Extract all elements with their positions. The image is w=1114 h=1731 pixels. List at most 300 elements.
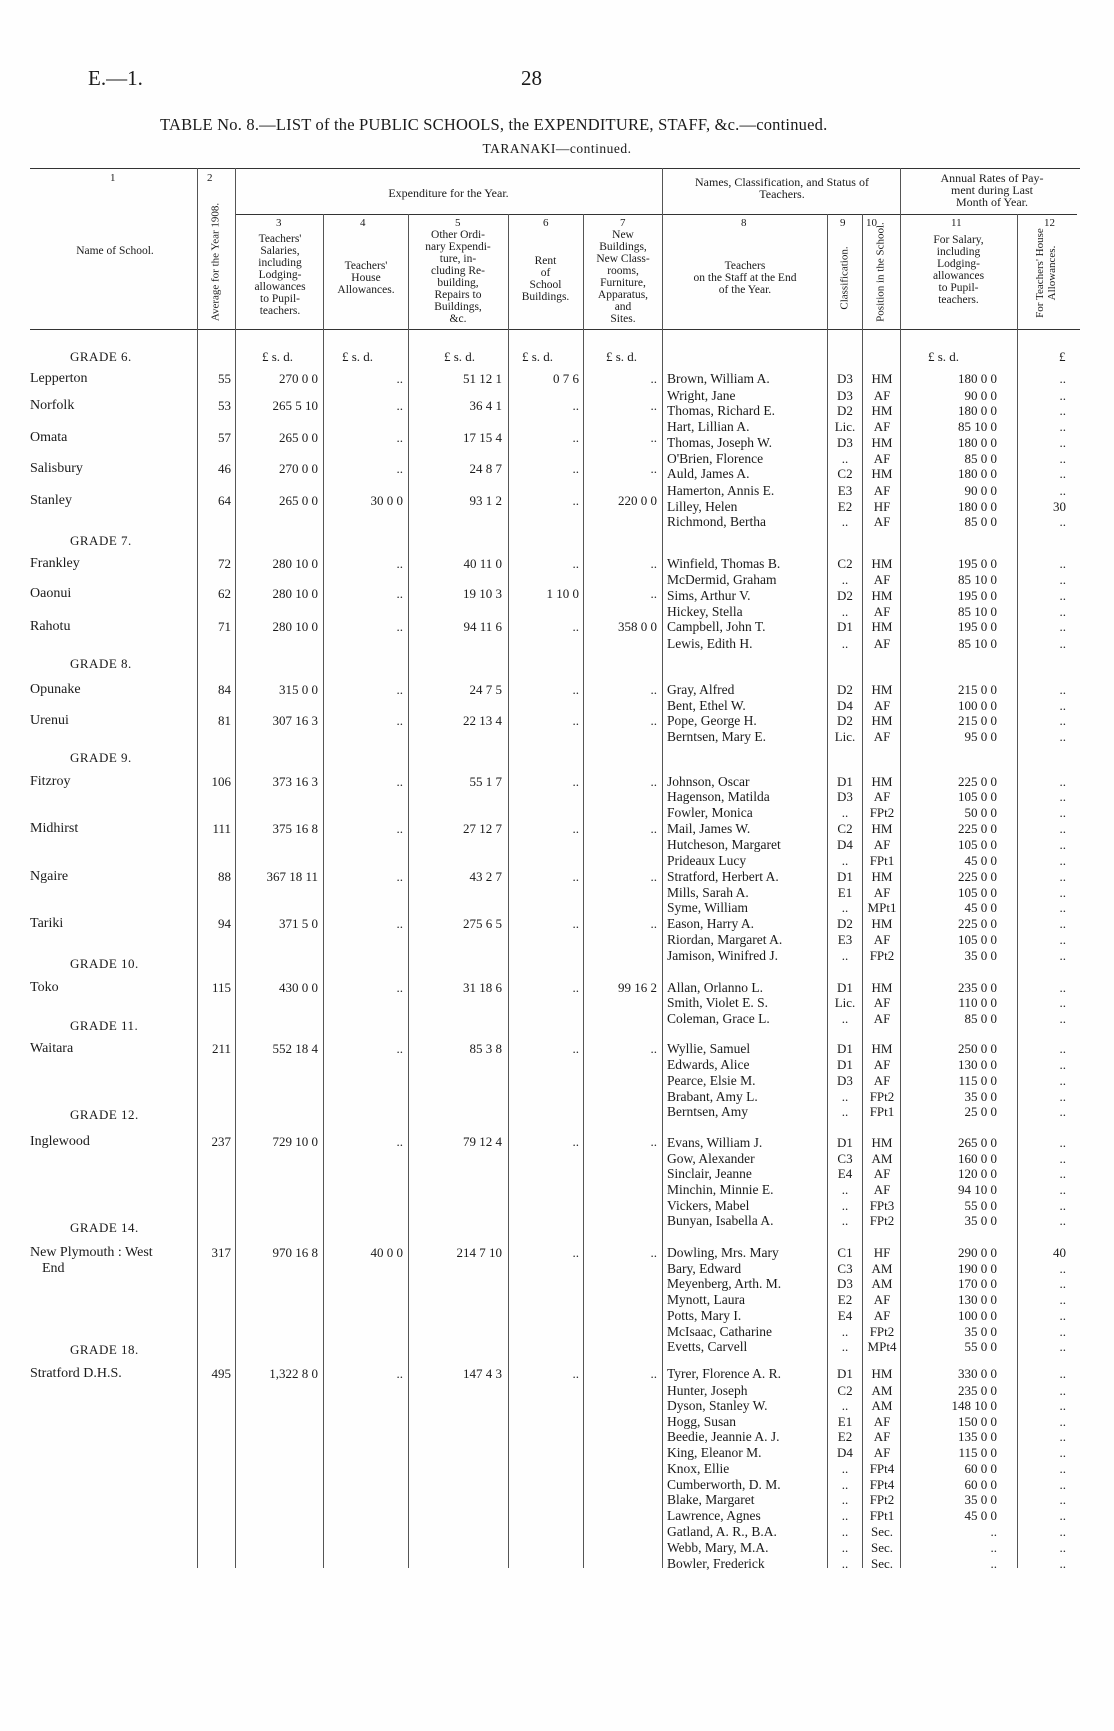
teacher-house-allowance: ..	[1059, 514, 1066, 529]
column-rule	[827, 214, 828, 1568]
new-buildings: ..	[650, 916, 657, 931]
teacher-salary-rate: 130 0 0	[958, 1057, 997, 1072]
teacher-position: AF	[873, 419, 891, 434]
teacher-house-allowance: ..	[1059, 1135, 1066, 1150]
teacher-name: Syme, William	[667, 900, 748, 915]
teacher-classification: ..	[841, 900, 849, 915]
teacher-salary-rate: 225 0 0	[958, 821, 997, 836]
teacher-salary-rate: 120 0 0	[958, 1166, 997, 1181]
teacher-classification: D2	[837, 916, 853, 931]
teacher-name: Pope, George H.	[667, 713, 757, 728]
teacher-salary-rate: 105 0 0	[958, 837, 997, 852]
col6-number: 6	[543, 217, 549, 229]
teacher-house-allowance: ..	[1059, 1524, 1066, 1539]
new-buildings: ..	[650, 1366, 657, 1381]
teacher-salary-rate: 45 0 0	[964, 900, 997, 915]
teacher-classification: ..	[841, 1182, 849, 1197]
teacher-name: Eason, Harry A.	[667, 916, 754, 931]
teacher-name: Campbell, John T.	[667, 619, 766, 634]
teacher-house-allowance: ..	[1059, 1182, 1066, 1197]
col2-header: Average for the Year 1908.	[209, 202, 222, 322]
teacher-salaries: 371 5 0	[279, 916, 318, 931]
house-allowances: ..	[396, 430, 403, 445]
other-expenditure: 94 11 6	[463, 619, 502, 634]
teacher-house-allowance: ..	[1059, 1011, 1066, 1026]
teacher-name: Bowler, Frederick	[667, 1556, 765, 1571]
other-expenditure: 79 12 4	[463, 1134, 502, 1149]
teacher-position: AF	[873, 729, 891, 744]
teacher-house-allowance: ..	[1059, 821, 1066, 836]
teacher-salary-rate: 105 0 0	[958, 932, 997, 947]
teacher-position: AF	[873, 1429, 891, 1444]
col9-header: Classification.	[838, 246, 851, 310]
teacher-house-allowance: ..	[1059, 604, 1066, 619]
teacher-house-allowance: ..	[1059, 1213, 1066, 1228]
teacher-salary-rate: 150 0 0	[958, 1414, 997, 1429]
school-name: Rahotu	[30, 619, 71, 634]
new-buildings: ..	[650, 430, 657, 445]
teacher-salaries: 552 18 4	[272, 1041, 318, 1056]
school-name: Stratford D.H.S.	[30, 1366, 122, 1381]
teacher-name: Beedie, Jeannie A. J.	[667, 1429, 780, 1444]
rent-buildings: ..	[572, 556, 579, 571]
house-allowances: ..	[396, 980, 403, 995]
column-rule	[862, 214, 863, 1568]
new-buildings: ..	[650, 556, 657, 571]
teacher-position: AF	[873, 1292, 891, 1307]
teacher-classification: D2	[837, 682, 853, 697]
new-buildings: ..	[650, 1134, 657, 1149]
teacher-salaries: 367 18 11	[266, 869, 318, 884]
teacher-position: AM	[871, 1276, 893, 1291]
school-average: 94	[218, 916, 231, 931]
teacher-position: AF	[873, 1073, 891, 1088]
rent-buildings: ..	[572, 430, 579, 445]
teacher-position: FPt1	[869, 1104, 895, 1119]
teacher-salary-rate: 195 0 0	[958, 556, 997, 571]
teacher-name: Edwards, Alice	[667, 1057, 750, 1072]
teacher-classification: D2	[837, 403, 853, 418]
teacher-house-allowance: ..	[1059, 1383, 1066, 1398]
teacher-name: Thomas, Richard E.	[667, 403, 775, 418]
teacher-position: AF	[873, 636, 891, 651]
rates-group-header: Annual Rates of Pay- ment during Last Month of Year.	[940, 171, 1044, 209]
teacher-position: FPt1	[869, 853, 895, 868]
teacher-position: HM	[871, 556, 893, 571]
teacher-salary-rate: 85 0 0	[964, 451, 997, 466]
school-name-continued: End	[42, 1261, 65, 1276]
teacher-name: Cumberworth, D. M.	[667, 1477, 781, 1492]
teacher-house-allowance: ..	[1059, 1461, 1066, 1476]
units-col12: £	[1059, 349, 1066, 364]
rent-buildings: ..	[572, 821, 579, 836]
rent-buildings: ..	[572, 980, 579, 995]
teacher-classification: D1	[837, 1135, 853, 1150]
teacher-house-allowance: ..	[1059, 1398, 1066, 1413]
teacher-salaries: 280 10 0	[272, 556, 318, 571]
school-average: 88	[218, 869, 231, 884]
teacher-house-allowance: ..	[1059, 388, 1066, 403]
school-average: 72	[218, 556, 231, 571]
teacher-position: FPt2	[869, 1324, 895, 1339]
house-allowances: ..	[396, 713, 403, 728]
school-average: 317	[211, 1245, 231, 1260]
teacher-house-allowance: ..	[1059, 1308, 1066, 1323]
units-col4: £ s. d.	[342, 349, 374, 364]
teacher-name: Berntsen, Mary E.	[667, 729, 766, 744]
teacher-classification: D3	[837, 435, 853, 450]
school-name: Toko	[30, 980, 59, 995]
teacher-position: HM	[871, 403, 893, 418]
teacher-name: Wyllie, Samuel	[667, 1041, 751, 1056]
teacher-name: Potts, Mary I.	[667, 1308, 742, 1323]
school-average: 46	[218, 461, 231, 476]
teacher-house-allowance: ..	[1059, 466, 1066, 481]
teacher-house-allowance: ..	[1059, 451, 1066, 466]
teacher-salary-rate: 290 0 0	[958, 1245, 997, 1260]
grade-label: GRADE 18.	[70, 1342, 139, 1357]
teacher-salary-rate: 105 0 0	[958, 789, 997, 804]
teacher-house-allowance: ..	[1059, 932, 1066, 947]
teacher-classification: E4	[837, 1166, 853, 1181]
teacher-salary-rate: 60 0 0	[964, 1477, 997, 1492]
school-average: 53	[218, 398, 231, 413]
other-expenditure: 275 6 5	[463, 916, 502, 931]
new-buildings: ..	[650, 586, 657, 601]
school-name: Ngaire	[30, 869, 69, 884]
teacher-classification: E4	[837, 1308, 853, 1323]
teacher-name: Coleman, Grace L.	[667, 1011, 770, 1026]
teacher-house-allowance: ..	[1059, 1492, 1066, 1507]
teacher-salary-rate: 85 10 0	[958, 636, 997, 651]
teacher-house-allowance: ..	[1059, 1414, 1066, 1429]
rent-buildings: ..	[572, 1134, 579, 1149]
new-buildings: ..	[650, 1245, 657, 1260]
teacher-salary-rate: 235 0 0	[958, 980, 997, 995]
teacher-salary-rate: 225 0 0	[958, 774, 997, 789]
teacher-name: Auld, James A.	[667, 466, 750, 481]
school-name: New Plymouth : West	[30, 1245, 153, 1260]
col3-header: Teachers' Salaries, including Lodging- allowances to Pupil- teachers.	[254, 233, 306, 317]
house-allowances: 40 0 0	[370, 1245, 403, 1260]
teacher-house-allowance: ..	[1059, 885, 1066, 900]
rent-buildings: ..	[572, 1366, 579, 1381]
teacher-classification: ..	[841, 1011, 849, 1026]
teacher-house-allowance: ..	[1059, 837, 1066, 852]
teacher-name: Dyson, Stanley W.	[667, 1398, 768, 1413]
teacher-classification: D3	[837, 789, 853, 804]
teacher-name: Lilley, Helen	[667, 499, 738, 514]
teacher-position: HM	[871, 980, 893, 995]
other-expenditure: 55 1 7	[469, 774, 502, 789]
house-allowances: ..	[396, 586, 403, 601]
school-name: Omata	[30, 430, 68, 445]
house-allowances: ..	[396, 774, 403, 789]
teacher-position: MPt1	[867, 900, 897, 915]
new-buildings: ..	[650, 1041, 657, 1056]
school-average: 495	[211, 1366, 231, 1381]
teacher-house-allowance: ..	[1059, 682, 1066, 697]
teacher-name: Riordan, Margaret A.	[667, 932, 783, 947]
teacher-name: Hunter, Joseph	[667, 1383, 748, 1398]
teacher-salary-rate: 265 0 0	[958, 1135, 997, 1150]
school-name: Fitzroy	[30, 774, 71, 789]
teacher-position: Sec.	[870, 1540, 894, 1555]
other-expenditure: 27 12 7	[463, 821, 502, 836]
col10-number: 10	[866, 217, 877, 229]
school-name: Lepperton	[30, 371, 88, 386]
teacher-position: AF	[873, 572, 891, 587]
teacher-salaries: 270 0 0	[279, 461, 318, 476]
col2-number: 2	[207, 172, 213, 184]
teacher-classification: D2	[837, 588, 853, 603]
teacher-name: Berntsen, Amy	[667, 1104, 748, 1119]
teacher-position: AF	[873, 1166, 891, 1181]
house-allowances: ..	[396, 1134, 403, 1149]
teacher-salary-rate: ..	[990, 1540, 997, 1555]
new-buildings: 99 16 2	[618, 980, 657, 995]
teacher-house-allowance: 40	[1053, 1245, 1066, 1260]
units-col6: £ s. d.	[522, 349, 554, 364]
teacher-position: HM	[871, 713, 893, 728]
teacher-classification: ..	[841, 1556, 849, 1571]
teacher-name: Brabant, Amy L.	[667, 1089, 758, 1104]
teacher-name: Hamerton, Annis E.	[667, 483, 775, 498]
teacher-salary-rate: 45 0 0	[964, 1508, 997, 1523]
teacher-salary-rate: 225 0 0	[958, 869, 997, 884]
teacher-classification: Lic.	[834, 729, 856, 744]
rent-buildings: ..	[572, 916, 579, 931]
teacher-house-allowance: ..	[1059, 1445, 1066, 1460]
teacher-name: Bary, Edward	[667, 1261, 742, 1276]
teacher-house-allowance: ..	[1059, 1198, 1066, 1213]
teacher-classification: D3	[837, 388, 853, 403]
teacher-name: Johnson, Oscar	[667, 774, 750, 789]
teacher-position: AF	[873, 514, 891, 529]
other-expenditure: 17 15 4	[463, 430, 502, 445]
teacher-house-allowance: ..	[1059, 1508, 1066, 1523]
teacher-house-allowance: ..	[1059, 1324, 1066, 1339]
teacher-name: Prideaux Lucy	[667, 853, 747, 868]
teacher-salaries: 375 16 8	[272, 821, 318, 836]
teacher-house-allowance: ..	[1059, 1041, 1066, 1056]
teacher-position: FPt2	[869, 805, 895, 820]
teacher-salary-rate: 85 10 0	[958, 572, 997, 587]
teacher-house-allowance: ..	[1059, 1339, 1066, 1354]
teacher-house-allowance: 30	[1053, 499, 1066, 514]
teacher-position: HM	[871, 1041, 893, 1056]
teacher-position: AF	[873, 451, 891, 466]
teacher-position: FPt4	[869, 1461, 895, 1476]
teacher-salary-rate: 180 0 0	[958, 499, 997, 514]
header-top-rule	[30, 168, 1080, 169]
teacher-salaries: 265 5 10	[272, 398, 318, 413]
page-number: 28	[521, 66, 542, 90]
teacher-name: O'Brien, Florence	[667, 451, 764, 466]
teacher-salary-rate: 215 0 0	[958, 713, 997, 728]
teacher-salary-rate: 148 10 0	[951, 1398, 997, 1413]
grade-label: GRADE 6.	[70, 349, 132, 364]
teacher-classification: C3	[837, 1261, 853, 1276]
rent-buildings: 0 7 6	[553, 371, 579, 386]
other-expenditure: 93 1 2	[469, 493, 502, 508]
other-expenditure: 31 18 6	[463, 980, 502, 995]
teacher-position: FPt4	[869, 1477, 895, 1492]
teacher-salary-rate: 225 0 0	[958, 916, 997, 931]
column-rule	[408, 214, 409, 1568]
teacher-name: Vickers, Mabel	[667, 1198, 750, 1213]
teacher-salaries: 265 0 0	[279, 430, 318, 445]
district-subtitle: TARANAKI—continued.	[482, 141, 632, 156]
house-allowances: ..	[396, 916, 403, 931]
teacher-position: FPt1	[869, 1508, 895, 1523]
teacher-position: Sec.	[870, 1524, 894, 1539]
teacher-classification: Lic.	[834, 995, 856, 1010]
teacher-name: Sinclair, Jeanne	[667, 1166, 752, 1181]
col11-header: For Salary, including Lodging- allowances to Pupil- teachers.	[932, 234, 985, 306]
teacher-salary-rate: 110 0 0	[958, 995, 997, 1010]
units-col11: £ s. d.	[928, 349, 960, 364]
other-expenditure: 51 12 1	[463, 371, 502, 386]
teacher-position: AF	[873, 885, 891, 900]
col12-header: For Teachers' House Allowances.	[1034, 228, 1058, 318]
teacher-name: Evetts, Carvell	[667, 1339, 748, 1354]
other-expenditure: 19 10 3	[463, 586, 502, 601]
school-average: 64	[218, 493, 231, 508]
grade-label: GRADE 9.	[70, 750, 132, 765]
teacher-house-allowance: ..	[1059, 483, 1066, 498]
teacher-house-allowance: ..	[1059, 853, 1066, 868]
teacher-classification: D4	[837, 1445, 853, 1460]
teacher-position: HM	[871, 588, 893, 603]
new-buildings: ..	[650, 869, 657, 884]
teacher-classification: ..	[841, 636, 849, 651]
teacher-salary-rate: 180 0 0	[958, 403, 997, 418]
rent-buildings: ..	[572, 1041, 579, 1056]
new-buildings: ..	[650, 398, 657, 413]
teacher-house-allowance: ..	[1059, 435, 1066, 450]
col4-number: 4	[360, 217, 366, 229]
teacher-salary-rate: 85 0 0	[964, 514, 997, 529]
school-average: 111	[212, 821, 231, 836]
teacher-salary-rate: 50 0 0	[964, 805, 997, 820]
teacher-salary-rate: 35 0 0	[964, 948, 997, 963]
teacher-name: Meyenberg, Arth. M.	[667, 1276, 782, 1291]
school-name: Stanley	[30, 493, 72, 508]
col7-header: New Buildings, New Class- rooms, Furniture, Apparatus, and Sites.	[596, 229, 650, 325]
grade-label: GRADE 7.	[70, 533, 132, 548]
teacher-house-allowance: ..	[1059, 371, 1066, 386]
house-allowances: ..	[396, 821, 403, 836]
school-average: 57	[218, 430, 231, 445]
teacher-classification: D3	[837, 371, 853, 386]
teacher-name: Winfield, Thomas B.	[667, 556, 781, 571]
rent-buildings: ..	[572, 398, 579, 413]
teacher-salary-rate: 85 0 0	[964, 1011, 997, 1026]
teacher-name: Hogg, Susan	[667, 1414, 737, 1429]
teacher-salary-rate: 90 0 0	[964, 388, 997, 403]
school-name: Salisbury	[30, 461, 83, 476]
col9-number: 9	[840, 217, 846, 229]
teacher-name: Hickey, Stella	[667, 604, 743, 619]
teacher-position: AF	[873, 483, 891, 498]
teacher-position: AF	[873, 1011, 891, 1026]
teacher-classification: ..	[841, 1089, 849, 1104]
teacher-name: Hutcheson, Margaret	[667, 837, 781, 852]
teacher-house-allowance: ..	[1059, 1292, 1066, 1307]
teacher-name: Bunyan, Isabella A.	[667, 1213, 774, 1228]
teacher-classification: ..	[841, 1461, 849, 1476]
teacher-house-allowance: ..	[1059, 1540, 1066, 1555]
teacher-house-allowance: ..	[1059, 419, 1066, 434]
teacher-name: Hart, Lillian A.	[667, 419, 750, 434]
teacher-salary-rate: 180 0 0	[958, 466, 997, 481]
rent-buildings: ..	[572, 713, 579, 728]
teacher-classification: E3	[837, 483, 853, 498]
teacher-classification: D4	[837, 698, 853, 713]
teacher-classification: ..	[841, 1508, 849, 1523]
teacher-classification: ..	[841, 948, 849, 963]
school-name: Norfolk	[30, 398, 75, 413]
teacher-position: HM	[871, 774, 893, 789]
teacher-name: McDermid, Graham	[667, 572, 777, 587]
teacher-salary-rate: 55 0 0	[964, 1339, 997, 1354]
teacher-name: Mynott, Laura	[667, 1292, 745, 1307]
col11-number: 11	[951, 217, 962, 229]
teacher-salaries: 265 0 0	[279, 493, 318, 508]
teacher-classification: E1	[837, 1414, 853, 1429]
teacher-house-allowance: ..	[1059, 619, 1066, 634]
teacher-classification: E3	[837, 932, 853, 947]
rent-buildings: ..	[572, 1245, 579, 1260]
units-col7: £ s. d.	[606, 349, 638, 364]
teacher-house-allowance: ..	[1059, 698, 1066, 713]
teacher-position: AF	[873, 995, 891, 1010]
teacher-name: Blake, Margaret	[667, 1492, 755, 1507]
school-average: 106	[211, 774, 231, 789]
column-rule	[323, 214, 324, 1568]
teacher-classification: C2	[837, 821, 853, 836]
new-buildings: ..	[650, 461, 657, 476]
school-average: 62	[218, 586, 231, 601]
teacher-salary-rate: 35 0 0	[964, 1324, 997, 1339]
col3-number: 3	[276, 217, 282, 229]
teacher-classification: E1	[837, 885, 853, 900]
teacher-position: FPt2	[869, 1089, 895, 1104]
other-expenditure: 147 4 3	[463, 1366, 502, 1381]
teacher-salaries: 729 10 0	[272, 1134, 318, 1149]
teacher-salary-rate: 130 0 0	[958, 1292, 997, 1307]
rent-buildings: ..	[572, 619, 579, 634]
teacher-classification: ..	[841, 1104, 849, 1119]
school-name: Opunake	[30, 682, 81, 697]
names-group-header: Names, Classification, and Status of Teachers.	[695, 175, 869, 201]
col6-header: Rent of School Buildings.	[521, 255, 570, 303]
grade-label: GRADE 12.	[70, 1107, 139, 1122]
grade-label: GRADE 10.	[70, 956, 139, 971]
teacher-salary-rate: 95 0 0	[964, 729, 997, 744]
teacher-salary-rate: ..	[990, 1556, 997, 1571]
teacher-house-allowance: ..	[1059, 636, 1066, 651]
teacher-position: AF	[873, 932, 891, 947]
teacher-classification: E2	[837, 499, 853, 514]
teacher-classification: ..	[841, 1198, 849, 1213]
teacher-salary-rate: 90 0 0	[964, 483, 997, 498]
school-name: Midhirst	[30, 821, 79, 836]
teacher-house-allowance: ..	[1059, 995, 1066, 1010]
teacher-classification: C2	[837, 466, 853, 481]
teacher-house-allowance: ..	[1059, 1276, 1066, 1291]
